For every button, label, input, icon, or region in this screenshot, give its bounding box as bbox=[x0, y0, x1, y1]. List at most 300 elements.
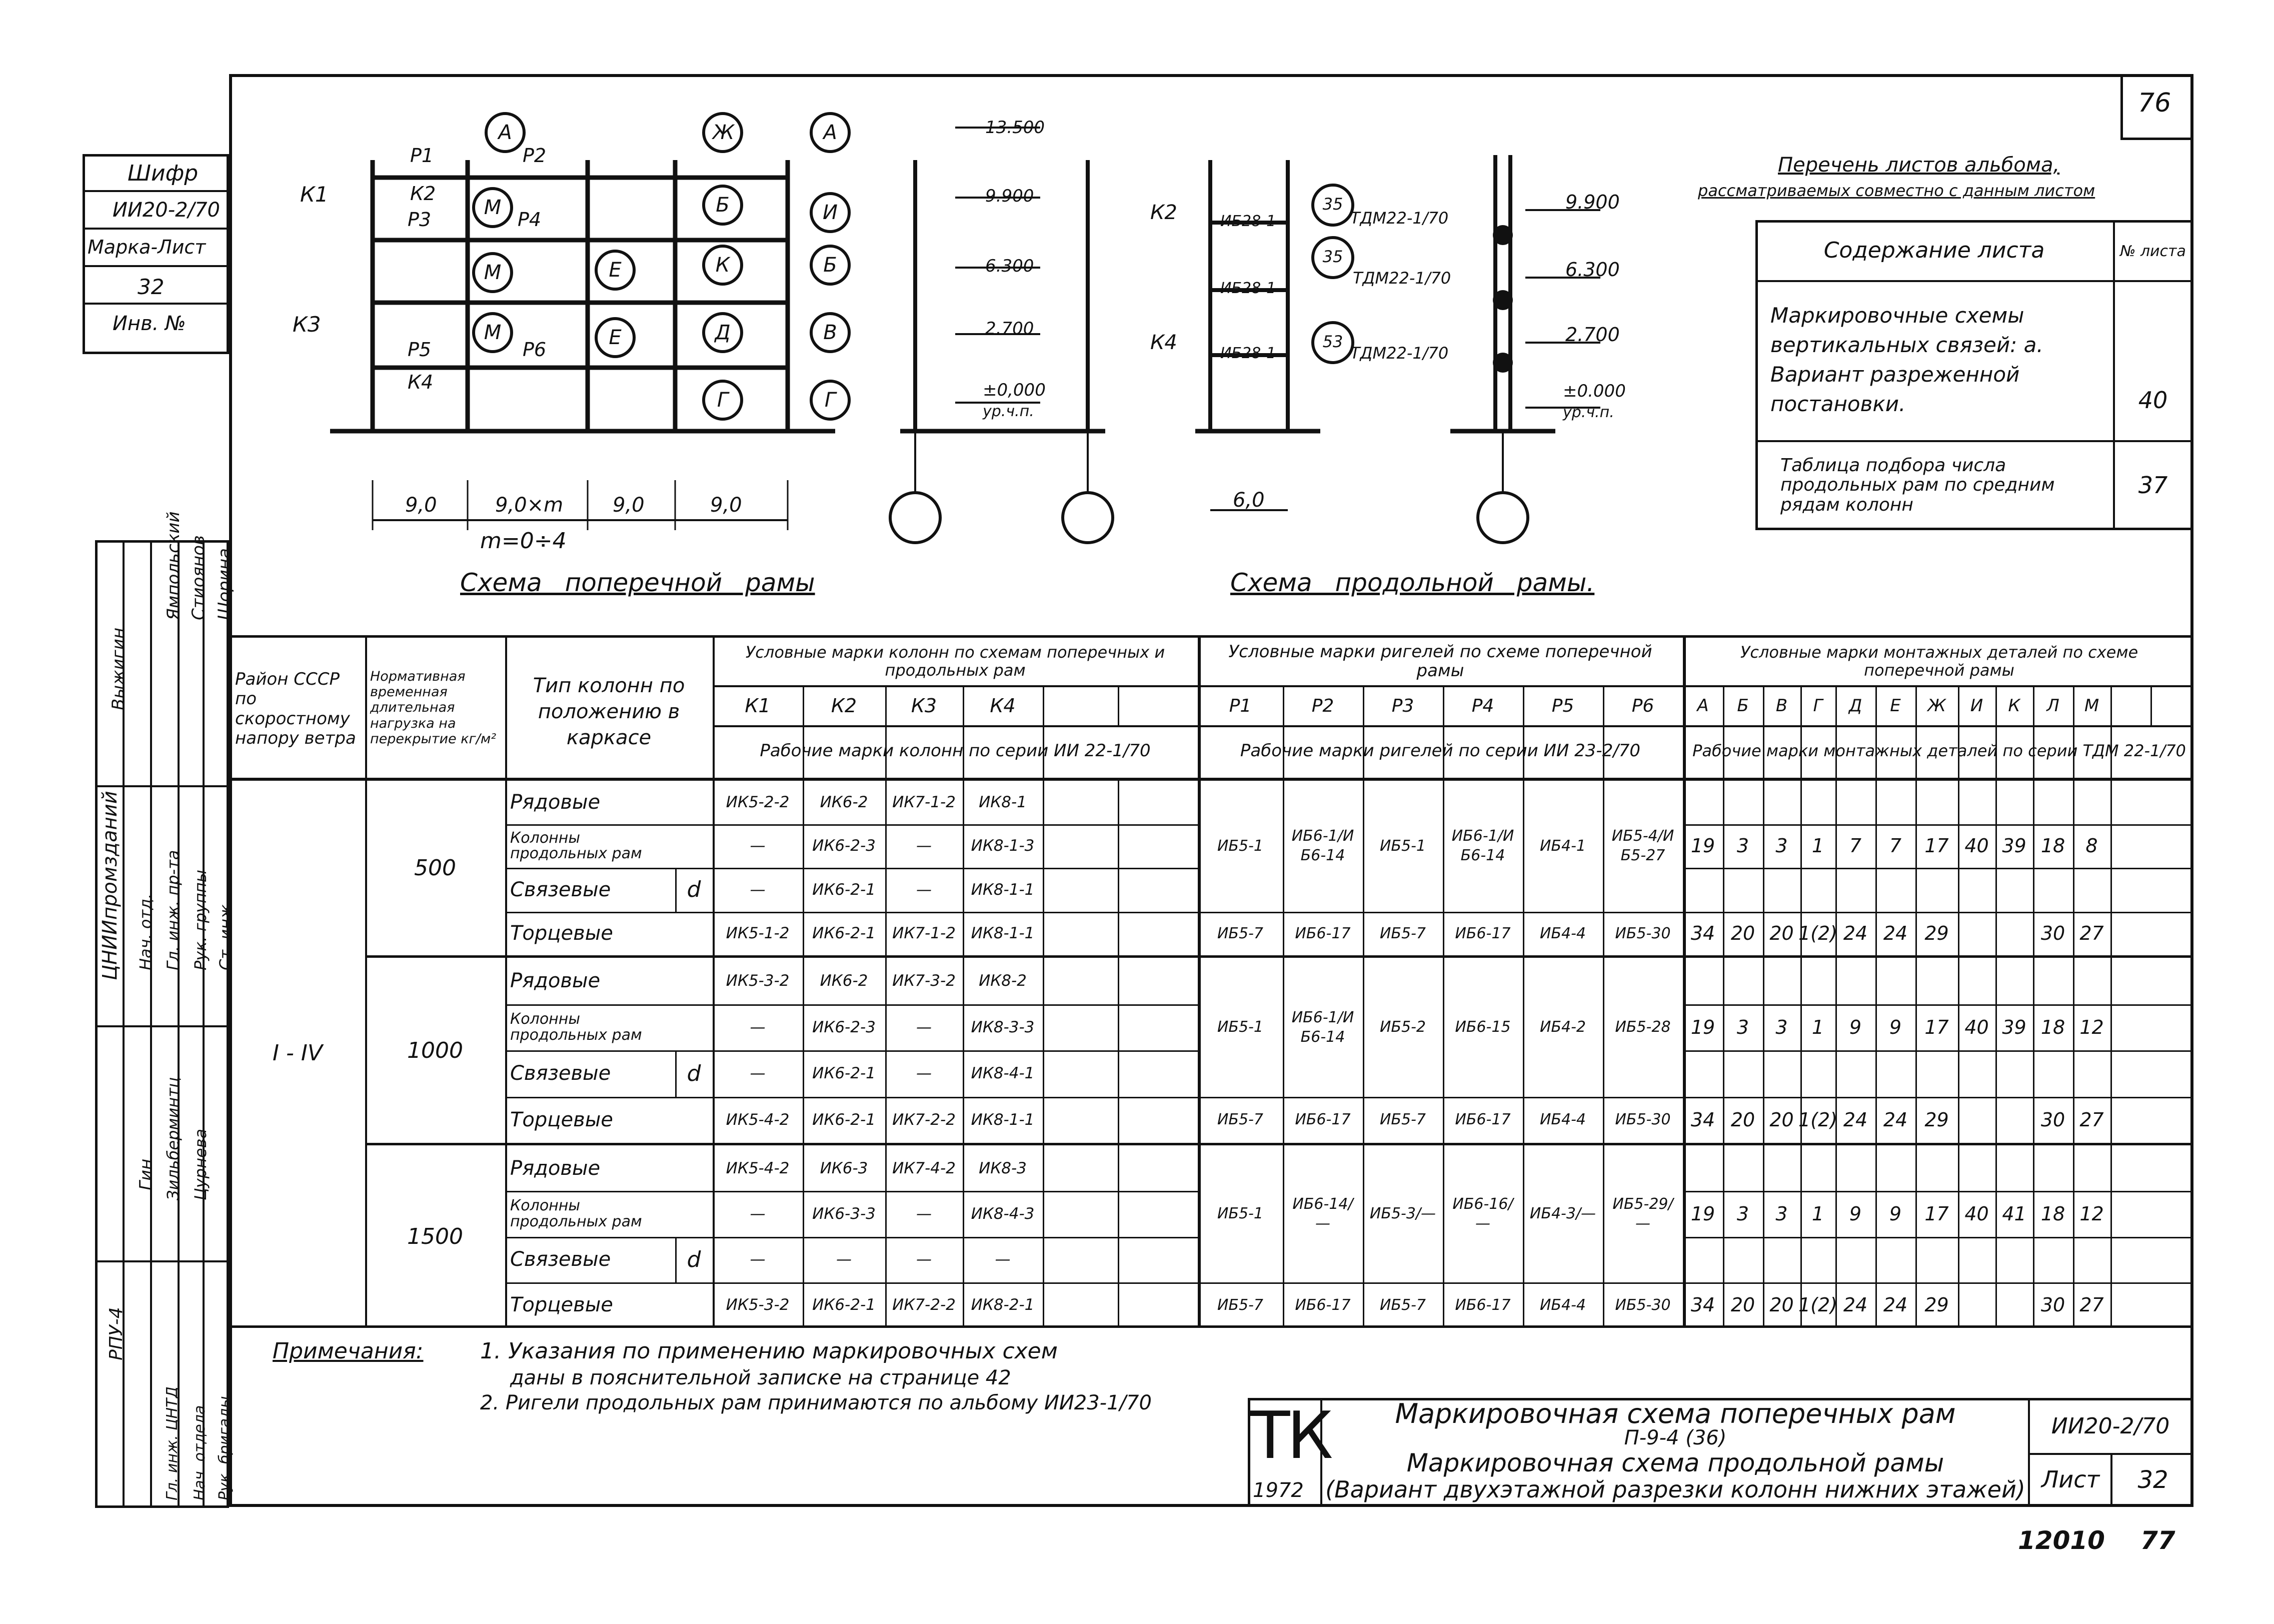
rigel-mark: ИБ5-1 bbox=[1217, 837, 1264, 855]
list-subtitle: рассматриваемых совместно с данным листом bbox=[1698, 181, 2095, 200]
column-mark: ИК7-2-2 bbox=[892, 1110, 956, 1129]
node-mark: 35 bbox=[1322, 195, 1343, 214]
detail-mark: 40 bbox=[1964, 1016, 1989, 1038]
column-label: К3 bbox=[293, 312, 321, 337]
node-mark: 53 bbox=[1322, 332, 1343, 351]
detail-mark: 19 bbox=[1690, 835, 1715, 857]
column-label: К2 bbox=[1150, 201, 1177, 224]
column-mark: ИК6-3-3 bbox=[812, 1204, 876, 1223]
column-mark: — bbox=[916, 837, 932, 855]
column-mark: ИК7-4-2 bbox=[892, 1159, 956, 1177]
column-mark: ИК8-2-1 bbox=[971, 1296, 1035, 1314]
column-type: Колонны продольных рам bbox=[510, 829, 642, 863]
header-detail-key: Е bbox=[1890, 696, 1901, 716]
node-mark: Г bbox=[717, 389, 729, 412]
list-col-number: № листа bbox=[2120, 243, 2186, 260]
detail-mark: ТДМ22-1/70 bbox=[1350, 209, 1449, 228]
detail-mark-end: 27 bbox=[2079, 1108, 2104, 1131]
detail-mark: 19 bbox=[1690, 1202, 1715, 1225]
rigel-mark: ИБ5-1 bbox=[1217, 1018, 1264, 1036]
column-mark: ИК7-1-2 bbox=[892, 793, 956, 811]
node-mark: К bbox=[715, 254, 730, 277]
detail-mark-end: 20 bbox=[1730, 1294, 1755, 1316]
column-type: Связевые bbox=[510, 1062, 611, 1085]
node-mark: Д bbox=[715, 321, 731, 344]
d-mark: d bbox=[687, 1060, 701, 1086]
rigel-label: Р2 bbox=[523, 145, 547, 167]
node-mark: Б bbox=[716, 194, 730, 217]
span-label: 9,0 bbox=[710, 494, 742, 517]
header-region: Район СССР по скоростному напору ветра bbox=[235, 669, 356, 748]
column-mark: ИК5-4-2 bbox=[726, 1110, 790, 1129]
column-type: Связевые bbox=[510, 878, 611, 901]
rigel-mark: ИБ6-1/ИБ6-14 bbox=[1451, 827, 1514, 865]
detail-mark-end: 24 bbox=[1883, 1108, 1908, 1131]
span-label: 9,0 bbox=[405, 494, 437, 517]
detail-mark-end: 1(2) bbox=[1798, 1108, 1838, 1131]
node-mark: И bbox=[823, 201, 838, 224]
rigel-mark: ИБ4-3/— bbox=[1529, 1205, 1596, 1223]
level-label: 2.700 bbox=[1565, 324, 1620, 346]
stamp-name-2: Ямпольский bbox=[164, 511, 184, 620]
column-mark: ИК7-1-2 bbox=[892, 924, 956, 943]
node-mark: М bbox=[484, 196, 502, 219]
list-title: Перечень листов альбома, bbox=[1778, 154, 2060, 177]
rigel-mark-end: ИБ6-17 bbox=[1455, 924, 1511, 942]
detail-mark-end: 24 bbox=[1843, 1108, 1868, 1131]
detail-mark: 3 bbox=[1736, 1202, 1749, 1225]
level-label: ±0,000 bbox=[983, 380, 1046, 400]
detail-mark-end: 20 bbox=[1769, 1108, 1794, 1131]
column-mark: ИК7-2-2 bbox=[892, 1296, 956, 1314]
header-colmarks: Условные марки колонн по схемам поперечных и продольных рам bbox=[745, 643, 1165, 680]
detail-mark-end: 34 bbox=[1690, 1108, 1715, 1131]
rigel-mark: ИБ6-1/ИБ6-14 bbox=[1291, 827, 1354, 865]
load-value: 1000 bbox=[407, 1037, 463, 1063]
column-mark: ИК5-2-2 bbox=[726, 793, 790, 811]
rigel-mark: ИБ28-1 bbox=[1220, 280, 1276, 297]
stamp-role-4: Ст. инж. bbox=[216, 899, 235, 970]
detail-mark: 3 bbox=[1736, 835, 1749, 857]
column-type: Торцевые bbox=[510, 1108, 613, 1131]
stamp-name-5: Гин bbox=[136, 1158, 156, 1190]
detail-mark-end: 1(2) bbox=[1798, 1294, 1838, 1316]
stamp-role-1: Нач. отд. bbox=[136, 893, 155, 970]
table-rule bbox=[675, 868, 677, 912]
column-mark: ИК8-1-1 bbox=[971, 880, 1035, 899]
detail-mark-end: 24 bbox=[1883, 1294, 1908, 1316]
column-label: К2 bbox=[410, 183, 436, 205]
rigel-mark: ИБ5-28 bbox=[1615, 1018, 1671, 1036]
detail-mark-end: 24 bbox=[1843, 1294, 1868, 1316]
column-mark: ИК6-2-3 bbox=[812, 1018, 876, 1036]
list-row-num: 40 bbox=[2138, 387, 2168, 414]
detail-mark-end: 27 bbox=[2079, 922, 2104, 945]
detail-mark: 1 bbox=[1811, 1016, 1824, 1038]
rigel-label: Р4 bbox=[518, 209, 542, 231]
node-mark: А bbox=[823, 121, 837, 144]
detail-mark: 39 bbox=[2002, 835, 2026, 857]
node-mark: Е bbox=[609, 259, 622, 282]
level-label: 6.300 bbox=[985, 256, 1034, 276]
level-label: ур.ч.п. bbox=[983, 403, 1034, 420]
column-mark: ИК5-4-2 bbox=[726, 1159, 790, 1177]
column-mark: ИК8-1-3 bbox=[971, 837, 1035, 855]
column-label: К1 bbox=[300, 182, 329, 207]
stamp-role-b1: Гл. инж. ЦНТД bbox=[164, 1386, 181, 1500]
column-mark: ИК8-3 bbox=[979, 1159, 1027, 1177]
detail-mark: 3 bbox=[1736, 1016, 1749, 1038]
column-mark: — bbox=[916, 880, 932, 899]
title-line-2: П-9-4 (36) bbox=[1624, 1426, 1727, 1449]
header-rigels: Условные марки ригелей по схеме поперечной рамы bbox=[1228, 642, 1652, 681]
rigel-mark-end: ИБ6-17 bbox=[1295, 924, 1351, 942]
rigel-mark: ИБ5-3/— bbox=[1369, 1205, 1436, 1223]
detail-mark: 18 bbox=[2040, 1016, 2065, 1038]
load-value: 1500 bbox=[407, 1224, 463, 1249]
rigel-mark-end: ИБ5-7 bbox=[1379, 924, 1426, 942]
title-year: 1972 bbox=[1253, 1479, 1304, 1502]
detail-mark-end bbox=[1995, 912, 2033, 956]
rigel-mark: ИБ28-1 bbox=[1220, 345, 1276, 362]
detail-mark-end: 24 bbox=[1883, 922, 1908, 945]
header-col-k3: К3 bbox=[911, 695, 937, 717]
long-frame-caption: Схема продольной рамы. bbox=[1230, 568, 1595, 597]
list-row-num: 37 bbox=[2138, 472, 2168, 499]
column-mark: — bbox=[916, 1064, 932, 1083]
column-type: Колонны продольных рам bbox=[510, 1197, 642, 1230]
detail-mark: 40 bbox=[1964, 835, 1989, 857]
title-line-4: (Вариант двухэтажной разрезки колонн нижних этажей) bbox=[1325, 1476, 2025, 1503]
rigel-mark-end: ИБ6-17 bbox=[1455, 1296, 1511, 1314]
level-label: 9.900 bbox=[985, 186, 1034, 206]
column-type: Рядовые bbox=[510, 1156, 601, 1180]
column-type: Торцевые bbox=[510, 1293, 613, 1317]
sheet-label: Лист bbox=[2041, 1466, 2100, 1493]
column-mark: ИК8-4-3 bbox=[971, 1204, 1035, 1223]
span-label: 6,0 bbox=[1233, 489, 1265, 512]
node-mark: Б bbox=[823, 254, 837, 277]
marka-list-value: 32 bbox=[138, 275, 165, 299]
rigel-mark: ИБ4-1 bbox=[1539, 837, 1586, 855]
detail-mark: 9 bbox=[1889, 1202, 1902, 1225]
detail-mark: 17 bbox=[1924, 1202, 1949, 1225]
header-detail-key: Л bbox=[2046, 696, 2059, 716]
detail-mark-end: 30 bbox=[2040, 1108, 2065, 1131]
detail-mark-end bbox=[1958, 1097, 1995, 1143]
header-detail-key: В bbox=[1775, 696, 1788, 716]
header-rigel-key: Р3 bbox=[1391, 695, 1414, 716]
bottom-left-number: 12010 bbox=[2018, 1526, 2105, 1555]
node-mark: М bbox=[484, 321, 502, 344]
column-mark: ИК6-2-1 bbox=[812, 1064, 876, 1083]
header-details-sub: Рабочие марки монтажных деталей по серии ТДМ 22-1/70 bbox=[1692, 741, 2186, 761]
detail-mark: 41 bbox=[2002, 1202, 2026, 1225]
detail-mark-end: 24 bbox=[1843, 922, 1868, 945]
node-mark: М bbox=[484, 261, 502, 284]
detail-mark-end bbox=[1958, 912, 1995, 956]
detail-mark: 3 bbox=[1775, 1016, 1788, 1038]
column-mark: ИК8-1 bbox=[979, 793, 1027, 811]
span-label: 9,0 bbox=[613, 494, 645, 517]
list-col-content: Содержание листа bbox=[1823, 237, 2045, 263]
column-type: Рядовые bbox=[510, 969, 601, 993]
column-label: К4 bbox=[1150, 331, 1177, 354]
node-mark: Г bbox=[824, 389, 836, 412]
doc-code: ИИ20-2/70 bbox=[2051, 1413, 2170, 1439]
rigel-mark: ИБ6-14/— bbox=[1292, 1195, 1353, 1232]
detail-mark: ТДМ22-1/70 bbox=[1353, 269, 1451, 288]
detail-mark-end: 30 bbox=[2040, 922, 2065, 945]
column-mark: ИК5-3-2 bbox=[726, 972, 790, 990]
level-label: ур.ч.п. bbox=[1563, 404, 1614, 421]
table-rule bbox=[675, 1237, 677, 1282]
column-mark: ИК6-2 bbox=[820, 972, 868, 990]
header-coltype: Тип колонн по положению в каркасе bbox=[533, 674, 685, 749]
column-mark: ИК6-2-1 bbox=[812, 1110, 876, 1129]
column-mark: ИК6-2-1 bbox=[812, 880, 876, 899]
bottom-right-number: 77 bbox=[2140, 1526, 2175, 1555]
rigel-mark-end: ИБ4-4 bbox=[1539, 924, 1586, 942]
detail-mark-end: 20 bbox=[1730, 922, 1755, 945]
rigel-mark-end: ИБ6-17 bbox=[1295, 1111, 1351, 1129]
rigel-mark-end: ИБ4-4 bbox=[1539, 1111, 1586, 1129]
column-mark: — bbox=[750, 1250, 766, 1269]
header-detail-key: Б bbox=[1737, 696, 1749, 716]
shifr-label: Шифр bbox=[128, 161, 199, 186]
detail-mark: 12 bbox=[2079, 1016, 2104, 1038]
rigel-mark-end: ИБ5-7 bbox=[1217, 1111, 1264, 1129]
detail-mark-end: 20 bbox=[1769, 922, 1794, 945]
detail-mark-end: 29 bbox=[1924, 922, 1949, 945]
stamp-role-b2: Нач. отдела bbox=[191, 1405, 209, 1500]
rigel-mark: ИБ6-16/— bbox=[1452, 1195, 1513, 1232]
header-load: Нормативная временная длительная нагрузка на перекрытие кг/м² bbox=[370, 669, 497, 747]
stamp-ppu: РПУ-4 bbox=[106, 1307, 127, 1360]
rigel-label: Р5 bbox=[408, 339, 432, 361]
column-mark: ИК8-3-3 bbox=[971, 1018, 1035, 1036]
detail-mark: 17 bbox=[1924, 1016, 1949, 1038]
level-label: ±0.000 bbox=[1563, 381, 1626, 401]
rigel-mark-end: ИБ4-4 bbox=[1539, 1296, 1586, 1314]
column-mark: — bbox=[916, 1250, 932, 1269]
region-value: I - IV bbox=[273, 1040, 323, 1066]
level-label: 9.900 bbox=[1565, 191, 1620, 213]
rigel-label: Р1 bbox=[410, 145, 434, 167]
rigel-mark-end: ИБ5-7 bbox=[1379, 1296, 1426, 1314]
column-label: К4 bbox=[408, 371, 434, 393]
stamp-name-6: Зильберминтц bbox=[164, 1077, 183, 1200]
d-mark: d bbox=[687, 877, 701, 903]
column-mark: ИК6-3 bbox=[820, 1159, 868, 1177]
detail-mark: 7 bbox=[1889, 835, 1902, 857]
level-label: 6.300 bbox=[1565, 259, 1620, 281]
detail-mark: ТДМ22-1/70 bbox=[1350, 344, 1449, 363]
rigel-mark: ИБ6-15 bbox=[1455, 1018, 1511, 1036]
header-detail-key: Г bbox=[1813, 696, 1823, 716]
detail-mark-end: 29 bbox=[1924, 1108, 1949, 1131]
column-mark: ИК8-1-1 bbox=[971, 924, 1035, 943]
logo-tk: ТК bbox=[1250, 1397, 1330, 1473]
cross-frame-caption: Схема поперечной рамы bbox=[460, 568, 815, 597]
column-mark: — bbox=[750, 1204, 766, 1223]
node-mark: Е bbox=[609, 326, 622, 349]
detail-mark: 18 bbox=[2040, 835, 2065, 857]
detail-mark: 39 bbox=[2002, 1016, 2026, 1038]
detail-mark: 9 bbox=[1849, 1016, 1862, 1038]
detail-mark-end: 20 bbox=[1730, 1108, 1755, 1131]
column-mark: — bbox=[750, 1018, 766, 1036]
detail-mark-end: 34 bbox=[1690, 922, 1715, 945]
rigel-mark-end: ИБ5-7 bbox=[1379, 1111, 1426, 1129]
detail-mark: 3 bbox=[1775, 1202, 1788, 1225]
header-rigel-key: Р4 bbox=[1471, 695, 1494, 716]
column-type: Колонны продольных рам bbox=[510, 1010, 642, 1044]
rigel-mark-end: ИБ5-30 bbox=[1615, 1111, 1671, 1129]
column-mark: — bbox=[750, 1064, 766, 1083]
column-mark: — bbox=[750, 837, 766, 855]
stamp-role-b3: Рук. бригады bbox=[216, 1396, 234, 1500]
column-mark: ИК6-2-1 bbox=[812, 1296, 876, 1314]
detail-mark: 18 bbox=[2040, 1202, 2065, 1225]
detail-mark-end bbox=[1958, 1282, 1995, 1328]
detail-mark-end: 29 bbox=[1924, 1294, 1949, 1316]
header-rigel-key: Р6 bbox=[1631, 695, 1654, 716]
rigel-mark-end: ИБ5-7 bbox=[1217, 924, 1264, 942]
node-mark: В bbox=[823, 321, 837, 344]
header-rigel-key: Р1 bbox=[1229, 695, 1252, 716]
stamp-role-3: Рук. группы bbox=[191, 869, 210, 970]
column-type: Торцевые bbox=[510, 922, 613, 945]
header-details: Условные марки монтажных деталей по схеме поперечной рамы bbox=[1740, 643, 2138, 680]
note-2: 2. Ригели продольных рам принимаются по альбому ИИ23-1/70 bbox=[480, 1391, 1152, 1414]
detail-mark: 12 bbox=[2079, 1202, 2104, 1225]
column-type: Связевые bbox=[510, 1248, 611, 1271]
detail-mark: 1 bbox=[1811, 1202, 1824, 1225]
node-mark: 35 bbox=[1322, 247, 1343, 266]
rigel-mark: ИБ5-1 bbox=[1217, 1205, 1264, 1223]
span-label: 9,0×m bbox=[495, 494, 564, 517]
header-col-k2: К2 bbox=[831, 695, 857, 717]
rigel-mark-end: ИБ5-30 bbox=[1615, 1296, 1671, 1314]
header-detail-key: И bbox=[1970, 696, 1983, 716]
sheet-number-top: 76 bbox=[2138, 88, 2171, 118]
column-mark: ИК5-3-2 bbox=[726, 1296, 790, 1314]
column-mark: — bbox=[916, 1204, 932, 1223]
stamp-name-4: Шорина bbox=[215, 548, 235, 620]
header-colmarks-sub: Рабочие марки колонн по серии ИИ 22-1/70 bbox=[760, 741, 1151, 761]
rigel-mark: ИБ5-1 bbox=[1379, 837, 1426, 855]
rigel-mark: ИБ5-4/ИБ5-27 bbox=[1611, 827, 1674, 865]
header-col-k1: К1 bbox=[745, 695, 771, 717]
detail-mark-end: 30 bbox=[2040, 1294, 2065, 1316]
header-detail-key: К bbox=[2008, 696, 2020, 716]
detail-mark: 7 bbox=[1849, 835, 1862, 857]
header-col-k4: К4 bbox=[990, 695, 1016, 717]
rigel-mark: ИБ4-2 bbox=[1539, 1018, 1586, 1036]
note-1a: 1. Указания по применению маркировочных схем bbox=[480, 1338, 1058, 1364]
title-line-1: Маркировочная схема поперечных рам bbox=[1395, 1398, 1956, 1429]
column-type: Рядовые bbox=[510, 790, 601, 814]
list-row-text: Маркировочные схемы вертикальных связей: а. Вариант разреженной постановки. bbox=[1770, 303, 2043, 416]
rigel-mark-end: ИБ5-7 bbox=[1217, 1296, 1264, 1314]
column-mark: ИК7-3-2 bbox=[892, 972, 956, 990]
rigel-mark-end: ИБ5-30 bbox=[1615, 924, 1671, 942]
detail-mark-end: 27 bbox=[2079, 1294, 2104, 1316]
header-detail-key: Ж bbox=[1927, 696, 1946, 716]
header-detail-key: Д bbox=[1848, 696, 1862, 716]
rigel-mark: ИБ5-29/— bbox=[1612, 1195, 1673, 1232]
rigel-mark: ИБ28-1 bbox=[1220, 213, 1276, 230]
column-mark: ИК8-1-1 bbox=[971, 1110, 1035, 1129]
notes-label: Примечания: bbox=[273, 1338, 424, 1364]
m-formula: m=0÷4 bbox=[480, 528, 567, 554]
detail-mark-end bbox=[1995, 1097, 2033, 1143]
level-label: 2.700 bbox=[985, 319, 1034, 339]
rigel-label: Р3 bbox=[408, 209, 432, 231]
column-mark: — bbox=[995, 1250, 1011, 1269]
sheet-no: 32 bbox=[2137, 1466, 2168, 1494]
stamp-name-1: Выжигин bbox=[109, 627, 129, 710]
d-mark: d bbox=[687, 1246, 701, 1272]
column-mark: ИК8-2 bbox=[979, 972, 1027, 990]
detail-mark: 3 bbox=[1775, 835, 1788, 857]
detail-mark: 1 bbox=[1811, 835, 1824, 857]
detail-mark-end: 1(2) bbox=[1798, 922, 1838, 945]
column-mark: ИК6-2 bbox=[820, 793, 868, 811]
inv-label: Инв. № bbox=[113, 312, 186, 335]
rigel-mark-end: ИБ6-17 bbox=[1455, 1111, 1511, 1129]
column-mark: — bbox=[916, 1018, 932, 1036]
detail-mark-end: 34 bbox=[1690, 1294, 1715, 1316]
header-rigel-key: Р5 bbox=[1551, 695, 1574, 716]
column-mark: ИК6-2-3 bbox=[812, 837, 876, 855]
rigel-label: Р6 bbox=[523, 339, 547, 361]
stamp-role-2: Гл. инж. пр-та bbox=[164, 850, 183, 970]
detail-mark: 19 bbox=[1690, 1016, 1715, 1038]
stamp-org: ЦНИИпромзданий bbox=[99, 791, 122, 980]
detail-mark-end: 20 bbox=[1769, 1294, 1794, 1316]
column-mark: ИК8-4-1 bbox=[971, 1064, 1035, 1083]
header-rigels-sub: Рабочие марки ригелей по серии ИИ 23-2/70 bbox=[1240, 741, 1641, 761]
detail-mark: 8 bbox=[2085, 835, 2098, 857]
stamp-name-7: Цурнева bbox=[191, 1128, 210, 1200]
stamp-name-3: Стиоянов bbox=[189, 535, 209, 620]
column-mark: — bbox=[836, 1250, 852, 1269]
marka-list-label: Марка-Лист bbox=[88, 236, 206, 258]
level-label: 13.500 bbox=[985, 118, 1045, 138]
table-rule bbox=[675, 1050, 677, 1097]
column-mark: ИК5-1-2 bbox=[726, 924, 790, 943]
load-value: 500 bbox=[414, 855, 456, 881]
detail-mark: 9 bbox=[1849, 1202, 1862, 1225]
node-mark: А bbox=[498, 121, 512, 144]
rigel-mark: ИБ6-1/ИБ6-14 bbox=[1291, 1008, 1354, 1046]
rigel-mark-end: ИБ6-17 bbox=[1295, 1296, 1351, 1314]
column-mark: ИК6-2-1 bbox=[812, 924, 876, 943]
shifr-value: ИИ20-2/70 bbox=[113, 199, 220, 222]
detail-mark: 40 bbox=[1964, 1202, 1989, 1225]
detail-mark-end bbox=[1995, 1282, 2033, 1328]
detail-mark: 9 bbox=[1889, 1016, 1902, 1038]
node-mark: Ж bbox=[713, 121, 735, 144]
header-detail-key: М bbox=[2084, 696, 2099, 716]
detail-mark: 17 bbox=[1924, 835, 1949, 857]
title-line-3: Маркировочная схема продольной рамы bbox=[1406, 1448, 1944, 1477]
header-rigel-key: Р2 bbox=[1311, 695, 1334, 716]
column-mark: — bbox=[750, 880, 766, 899]
list-row-text: Таблица подбора числа продольных рам по средним рядам колонн bbox=[1780, 455, 2055, 515]
